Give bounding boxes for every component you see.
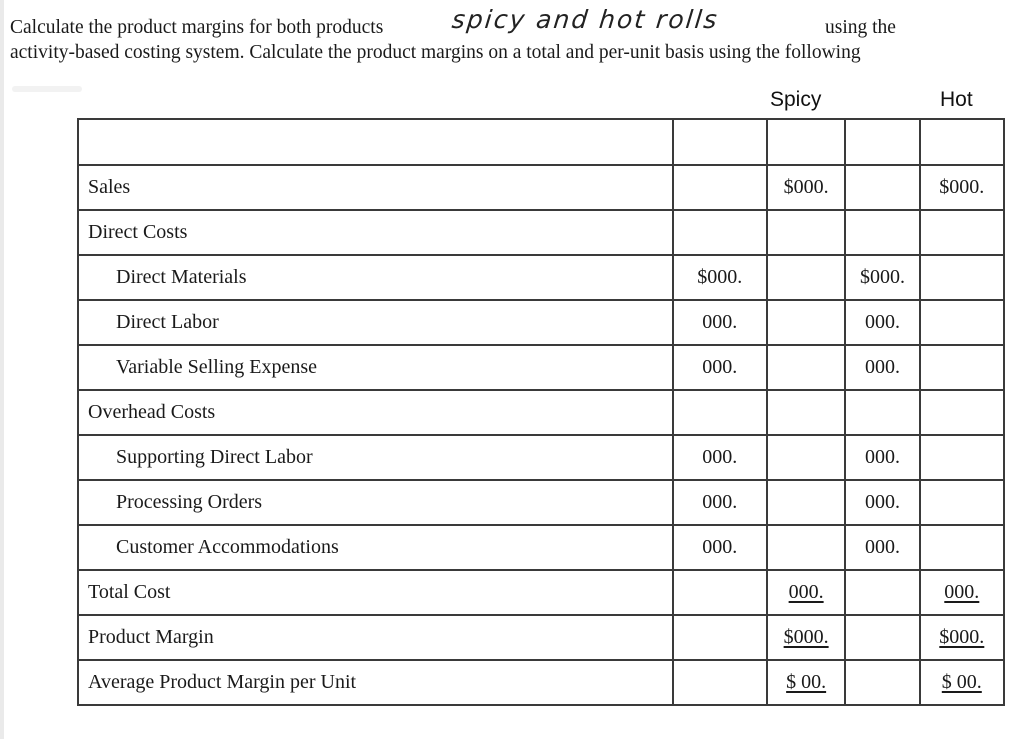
row-label: Direct Labor — [78, 300, 673, 345]
instruction-line-2: activity-based costing system. Calculate the product margins on a total and per-unit basis using the following — [10, 42, 861, 63]
value-cell — [767, 525, 845, 570]
table-row — [78, 390, 1004, 435]
value-cell — [920, 390, 1004, 435]
row-label — [78, 119, 673, 165]
row-label: Product Margin — [78, 615, 673, 660]
value-cell — [767, 390, 845, 435]
table-row — [78, 615, 1004, 660]
table-row — [78, 345, 1004, 390]
value-cell — [845, 615, 919, 660]
table-row — [78, 165, 1004, 210]
table-row — [78, 255, 1004, 300]
value-cell — [767, 435, 845, 480]
row-label: Supporting Direct Labor — [78, 435, 673, 480]
row-label: Direct Materials — [78, 255, 673, 300]
value-cell — [845, 165, 919, 210]
row-label: Processing Orders — [78, 480, 673, 525]
value-cell — [845, 390, 919, 435]
underlined-value: $ 00. — [941, 671, 982, 693]
value-cell — [767, 480, 845, 525]
value-cell — [767, 615, 845, 660]
value-cell: 000. — [845, 300, 919, 345]
column-header-hot: Hot — [940, 88, 973, 111]
row-label: Sales — [78, 165, 673, 210]
column-header-spicy: Spicy — [770, 88, 822, 111]
value-cell: 000. — [845, 480, 919, 525]
value-cell — [920, 525, 1004, 570]
value-cell — [920, 210, 1004, 255]
row-label: Direct Costs — [78, 210, 673, 255]
value-cell — [673, 165, 767, 210]
value-cell: 000. — [845, 525, 919, 570]
row-label: Total Cost — [78, 570, 673, 615]
value-cell: 000. — [673, 435, 767, 480]
value-cell — [920, 615, 1004, 660]
instruction-line-1-end: using the — [825, 17, 896, 38]
scan-smudge — [12, 86, 82, 92]
value-cell — [673, 660, 767, 705]
value-cell: 000. — [845, 345, 919, 390]
value-cell — [767, 570, 845, 615]
value-cell — [920, 119, 1004, 165]
underlined-value: 000. — [944, 581, 980, 603]
row-label: Variable Selling Expense — [78, 345, 673, 390]
value-cell — [767, 345, 845, 390]
value-cell — [920, 255, 1004, 300]
value-cell — [767, 255, 845, 300]
value-cell — [920, 300, 1004, 345]
value-cell — [920, 480, 1004, 525]
value-cell — [673, 570, 767, 615]
table-row — [78, 435, 1004, 480]
instruction-line-1-start: Calculate the product margins for both products — [10, 17, 384, 38]
handwritten-annotation: spicy and hot rolls — [450, 5, 721, 34]
value-cell — [845, 570, 919, 615]
table-row — [78, 480, 1004, 525]
value-cell: $000. — [673, 255, 767, 300]
row-label: Average Product Margin per Unit — [78, 660, 673, 705]
value-cell — [920, 345, 1004, 390]
row-label: Overhead Costs — [78, 390, 673, 435]
value-cell — [767, 119, 845, 165]
row-label: Customer Accommodations — [78, 525, 673, 570]
underlined-value: $000. — [939, 626, 985, 648]
value-cell — [673, 119, 767, 165]
value-cell: 000. — [673, 525, 767, 570]
product-margin-table — [77, 118, 1005, 706]
value-cell — [767, 300, 845, 345]
value-cell: $000. — [767, 165, 845, 210]
value-cell — [673, 210, 767, 255]
underlined-value: $000. — [783, 626, 829, 648]
value-cell: 000. — [673, 480, 767, 525]
table-row — [78, 525, 1004, 570]
value-cell: 000. — [673, 345, 767, 390]
value-cell — [767, 660, 845, 705]
table-row — [78, 570, 1004, 615]
value-cell — [920, 660, 1004, 705]
value-cell: 000. — [673, 300, 767, 345]
underlined-value: $ 00. — [786, 671, 827, 693]
value-cell: $000. — [845, 255, 919, 300]
value-cell — [767, 210, 845, 255]
page-edge — [0, 0, 4, 739]
value-cell — [673, 615, 767, 660]
table-row — [78, 210, 1004, 255]
value-cell — [845, 119, 919, 165]
value-cell: 000. — [845, 435, 919, 480]
value-cell — [845, 660, 919, 705]
table-row — [78, 660, 1004, 705]
value-cell — [673, 390, 767, 435]
value-cell: $000. — [920, 165, 1004, 210]
table-row — [78, 119, 1004, 165]
table-row — [78, 300, 1004, 345]
value-cell — [920, 570, 1004, 615]
underlined-value: 000. — [788, 581, 824, 603]
value-cell — [845, 210, 919, 255]
value-cell — [920, 435, 1004, 480]
